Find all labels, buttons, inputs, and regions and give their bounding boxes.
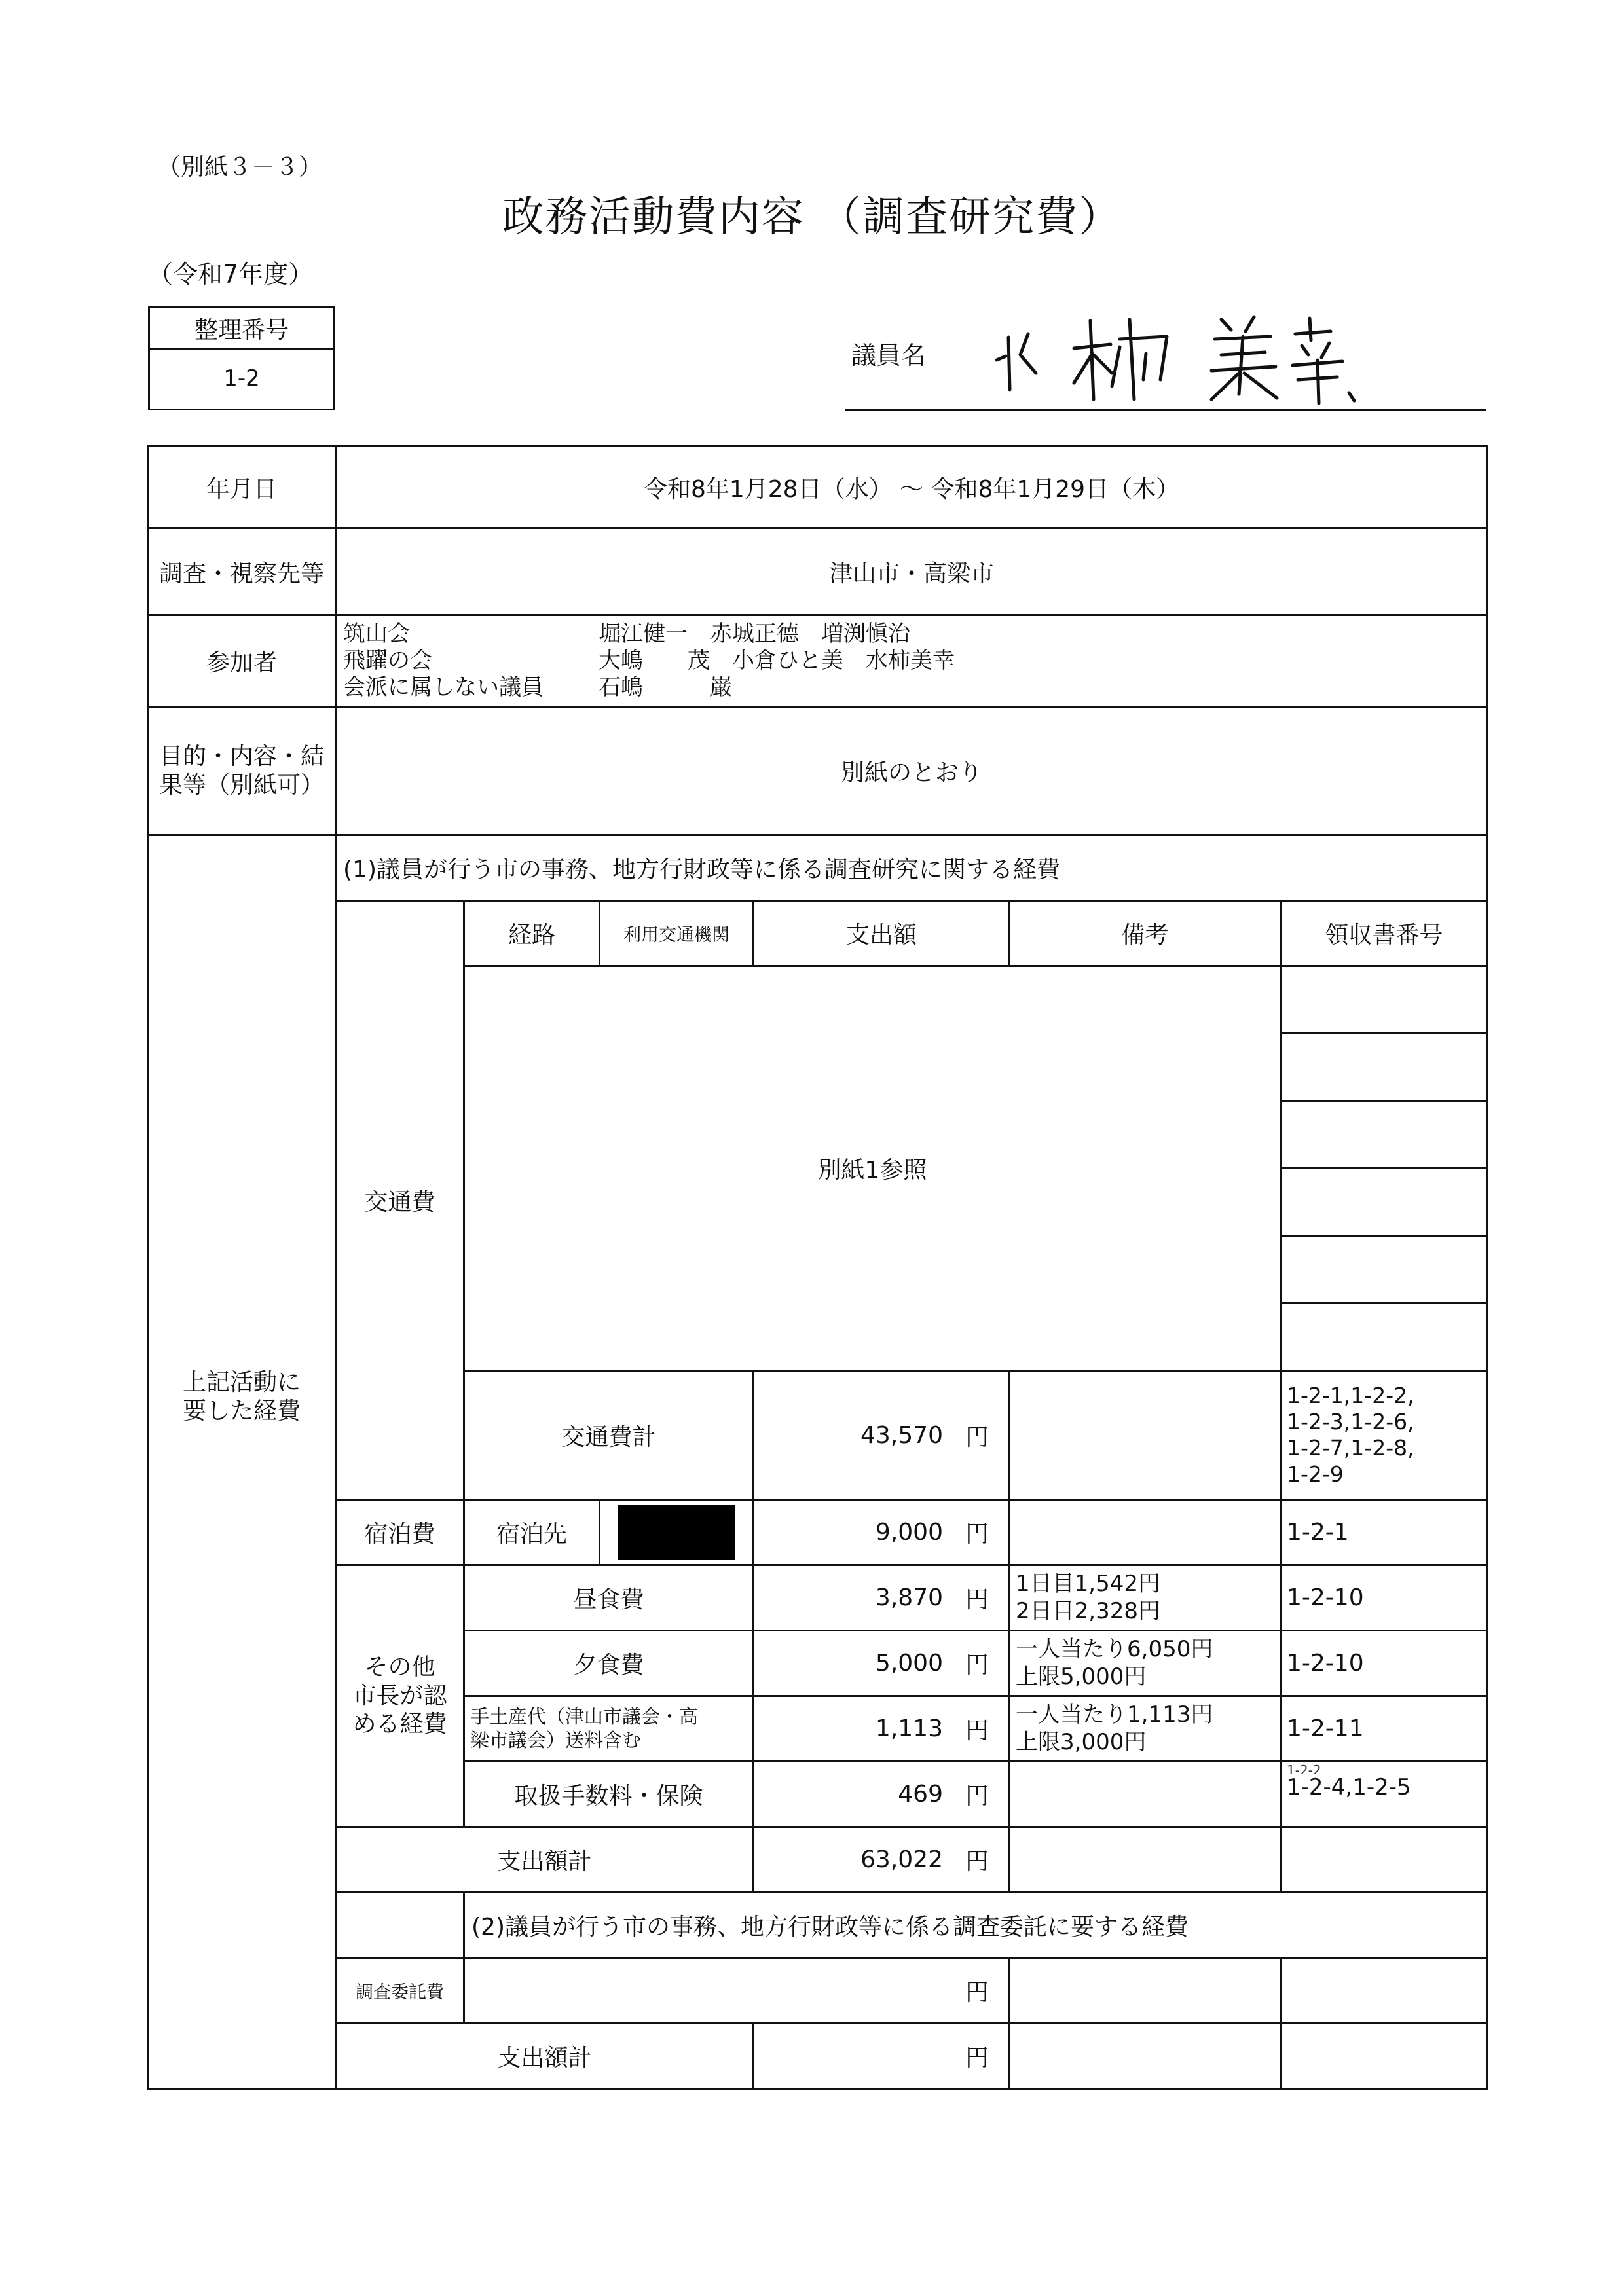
consign-yen: 円 [754, 1958, 1010, 2024]
lunch-remarks: 1日目1,542円 2日目2,328円 [1010, 1565, 1281, 1631]
seiri-box [148, 306, 335, 410]
transport-total-label: 交通費計 [464, 1371, 754, 1500]
lunch-amount: 3,870 円 [754, 1565, 1010, 1631]
seiri-value: 1-2 [223, 365, 260, 392]
col-transport: 利用交通機関 [600, 901, 754, 966]
fiscal-year: （令和7年度） [148, 260, 314, 289]
souvenir-remarks: 一人当たり1,113円 上限3,000円 [1010, 1696, 1281, 1762]
destination-value: 津山市・高梁市 [336, 528, 1488, 615]
lodging-receipt: 1-2-1 [1281, 1500, 1488, 1565]
participant-row: 会派に属しない議員 石嶋 巌 [343, 674, 732, 701]
page-title: 政務活動費内容 （調査研究費） [502, 193, 1122, 242]
total2-label: 支出額計 [336, 2024, 754, 2089]
participant-row: 筑山会 堀江健一 赤城正德 増渕愼治 [343, 621, 910, 647]
receipt-blank-cells [1281, 966, 1488, 1371]
lunch-receipt: 1-2-10 [1281, 1565, 1488, 1631]
dinner-amount: 5,000 円 [754, 1631, 1010, 1696]
lunch-label: 昼食費 [464, 1565, 754, 1631]
col-amount: 支出額 [754, 901, 1010, 966]
consign-label: 調査委託費 [336, 1958, 464, 2024]
side-label-continuation [336, 1893, 464, 1958]
lodging-label: 宿泊費 [336, 1500, 464, 1565]
transport-label: 交通費 [336, 901, 464, 1500]
fee-receipt: 1-2-2 1-2-4,1-2-5 [1281, 1762, 1488, 1827]
participant-row: 飛躍の会 大嶋 茂 小倉ひと美 水柿美幸 [343, 647, 955, 674]
section1-title: (1)議員が行う市の事務、地方行財政等に係る調査研究に関する経費 [336, 835, 1488, 901]
participants-list [336, 615, 1488, 707]
transport-receipts: 1-2-1,1-2-2, 1-2-3,1-2-6, 1-2-7,1-2-8, 1-2-9 [1281, 1371, 1488, 1500]
dinner-remarks: 一人当たり6,050円 上限5,000円 [1010, 1631, 1281, 1696]
fee-amount: 469 円 [754, 1762, 1010, 1827]
participants-label: 参加者 [148, 615, 336, 707]
lodging-place-redacted [600, 1500, 754, 1565]
dinner-receipt: 1-2-10 [1281, 1631, 1488, 1696]
transport-total-remarks [1010, 1371, 1281, 1500]
redaction-block [618, 1505, 735, 1560]
total-label: 支出額計 [336, 1827, 754, 1893]
fee-label: 取扱手数料・保険 [464, 1762, 754, 1827]
seiri-label: 整理番号 [150, 308, 333, 350]
member-signature [995, 308, 1362, 406]
expense-form-table [147, 445, 1488, 2090]
total2-receipt [1281, 2024, 1488, 2089]
side-label-continuation [148, 2024, 336, 2089]
side-label-continuation [148, 1958, 336, 2024]
col-receipt: 領収書番号 [1281, 901, 1488, 966]
fee-remarks [1010, 1762, 1281, 1827]
section2-title: (2)議員が行う市の事務、地方行財政等に係る調査委託に要する経費 [464, 1893, 1488, 1958]
souvenir-label: 手土産代（津山市議会・高 梁市議会）送料含む [464, 1696, 754, 1762]
date-value: 令和8年1月28日（水） ～ 令和8年1月29日（木） [336, 446, 1488, 528]
lodging-remarks [1010, 1500, 1281, 1565]
consign-receipt [1281, 1958, 1488, 2024]
consign-amount [464, 1958, 754, 2024]
other-expenses-label: その他 市長が認 める経費 [336, 1565, 464, 1827]
total-amount: 63,022 円 [754, 1827, 1010, 1893]
purpose-value: 別紙のとおり [336, 707, 1488, 835]
expenses-side-label: 上記活動に 要した経費 [148, 835, 336, 1958]
souvenir-amount: 1,113 円 [754, 1696, 1010, 1762]
total-remarks [1010, 1827, 1281, 1893]
purpose-label: 目的・内容・結 果等（別紙可） [148, 707, 336, 835]
transport-reference: 別紙1参照 [464, 966, 1281, 1371]
dinner-label: 夕食費 [464, 1631, 754, 1696]
transport-total-amount: 43,570 円 [754, 1371, 1010, 1500]
member-underline [845, 409, 1486, 411]
lodging-amount: 9,000 円 [754, 1500, 1010, 1565]
member-label: 議員名 [851, 341, 927, 370]
souvenir-receipt: 1-2-11 [1281, 1696, 1488, 1762]
destination-label: 調査・視察先等 [148, 528, 336, 615]
consign-remarks [1010, 1958, 1281, 2024]
total-receipt [1281, 1827, 1488, 1893]
total2-amount: 円 [754, 2024, 1010, 2089]
col-route: 経路 [464, 901, 600, 966]
lodging-place-label: 宿泊先 [464, 1500, 600, 1565]
date-label: 年月日 [148, 446, 336, 528]
attachment-note: （別紙３－３） [157, 154, 323, 181]
col-remarks: 備考 [1010, 901, 1281, 966]
total2-remarks [1010, 2024, 1281, 2089]
